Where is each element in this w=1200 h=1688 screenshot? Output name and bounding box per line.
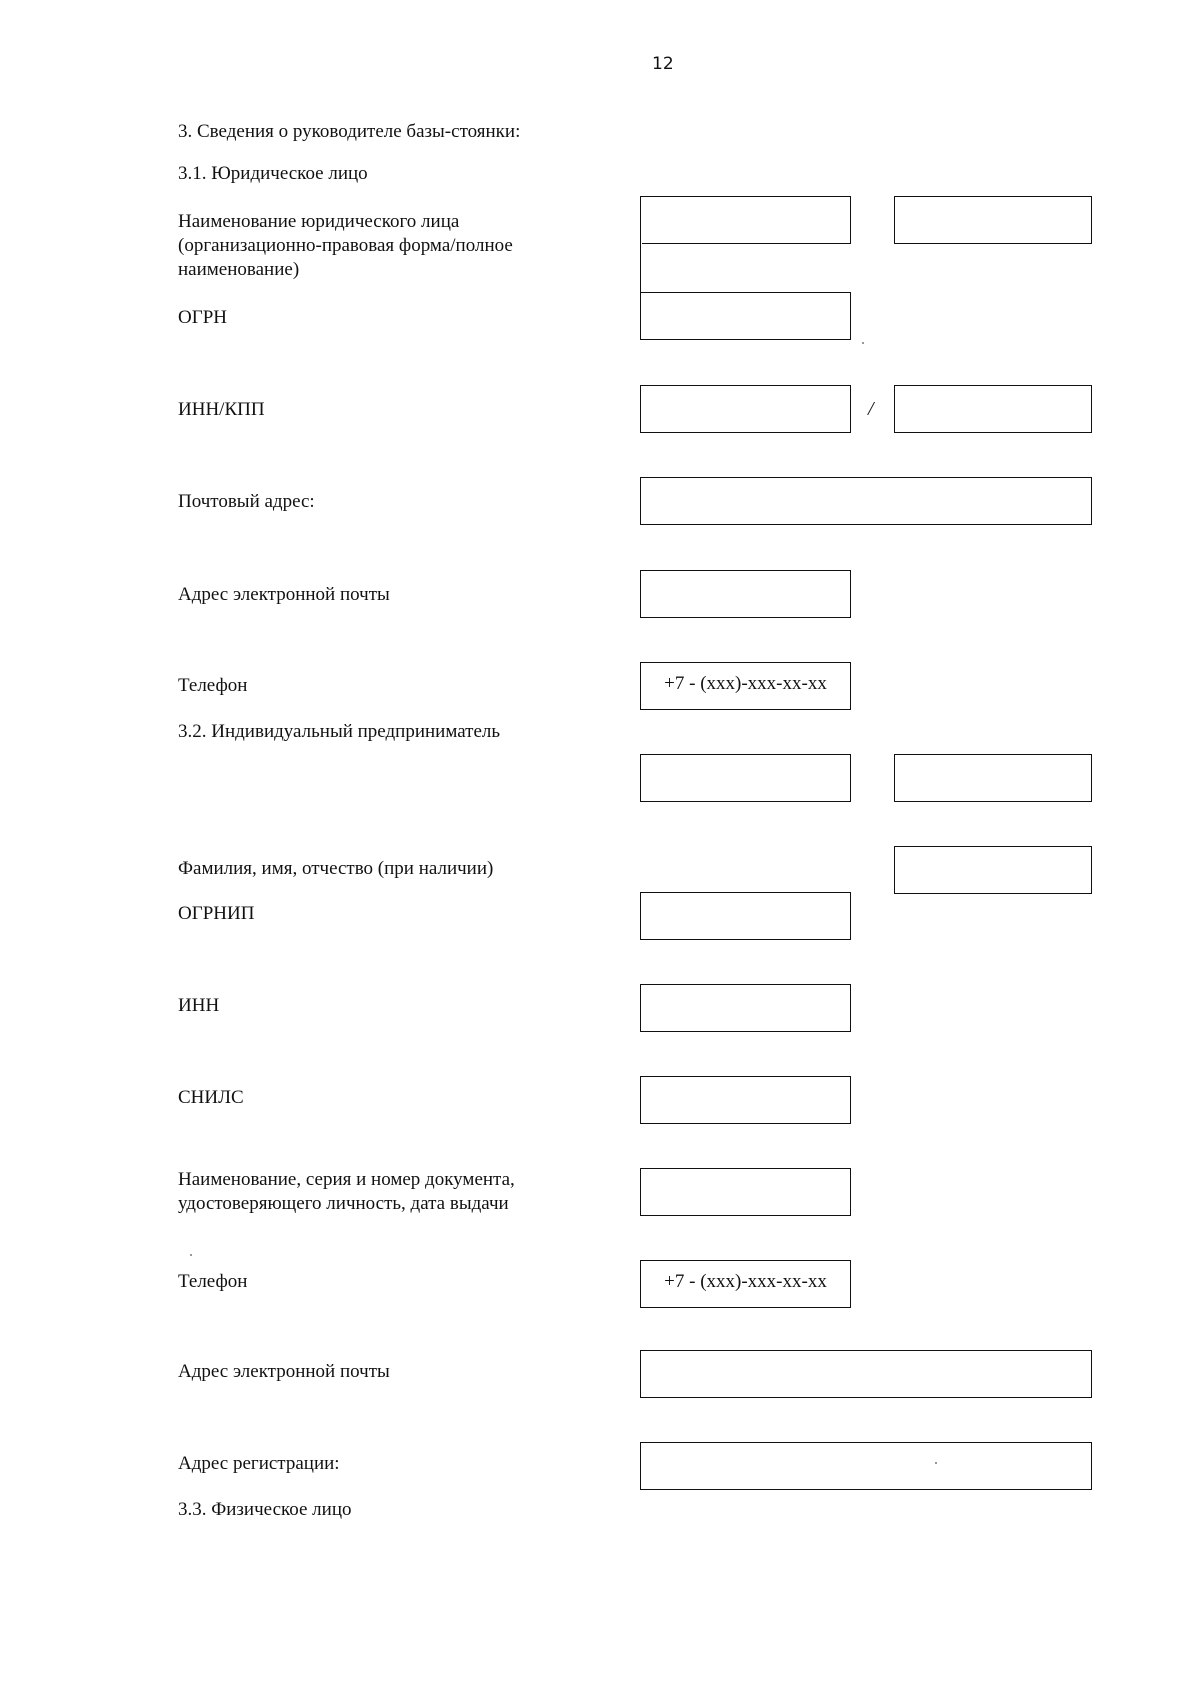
inn-field[interactable]: [640, 385, 851, 433]
ie-inn-label: ИНН: [178, 995, 220, 1016]
id-document-label: Наименование, серия и номер документа, удостоверяющего личность, дата выдачи: [178, 1169, 515, 1214]
page-number: 12: [652, 54, 674, 74]
legal-entity-heading: 3.1. Юридическое лицо: [178, 163, 368, 184]
ie-heading: 3.2. Индивидуальный предприниматель: [178, 721, 501, 742]
natural-person-heading: 3.3. Физическое лицо: [178, 1499, 352, 1520]
ie-fio-field-2[interactable]: [894, 754, 1092, 802]
legal-email-label: Адрес электронной почты: [178, 584, 390, 605]
snils-field[interactable]: [640, 1076, 851, 1124]
ogrnip-label: ОГРНИП: [178, 903, 255, 924]
id-document-field[interactable]: [640, 1168, 851, 1216]
reg-address-label: Адрес регистрации:: [178, 1453, 340, 1474]
ie-phone-field[interactable]: +7 - (ххх)-ххх-хх-хх: [640, 1260, 851, 1308]
ogrn-field[interactable]: [640, 292, 851, 340]
kpp-field[interactable]: [894, 385, 1092, 433]
ogrnip-field[interactable]: [640, 892, 851, 940]
ie-phone-label: Телефон: [178, 1271, 248, 1292]
inn-kpp-separator: /: [868, 398, 874, 420]
scan-speck: [862, 342, 864, 344]
snils-label: СНИЛС: [178, 1087, 244, 1108]
ie-email-field[interactable]: [640, 1350, 1092, 1398]
postal-address-label: Почтовый адрес:: [178, 491, 315, 512]
legal-name-label: Наименование юридического лица (организационно-правовая форма/полное наименование): [178, 211, 513, 280]
ie-fio-field-1[interactable]: [640, 754, 851, 802]
postal-address-field[interactable]: [640, 477, 1092, 525]
legal-email-field[interactable]: [640, 570, 851, 618]
ogrn-label: ОГРН: [178, 307, 227, 328]
scan-speck: [190, 1254, 192, 1256]
reg-address-field[interactable]: [640, 1442, 1092, 1490]
ie-fio-field-3[interactable]: [894, 846, 1092, 894]
scan-speck: [935, 1462, 937, 1464]
ie-inn-field[interactable]: [640, 984, 851, 1032]
inn-kpp-label: ИНН/КПП: [178, 399, 265, 420]
legal-phone-label: Телефон: [178, 675, 248, 696]
legal-name-field-connector: [640, 243, 642, 293]
ie-email-label: Адрес электронной почты: [178, 1361, 390, 1382]
legal-name-field-2[interactable]: [894, 196, 1092, 244]
section-title: 3. Сведения о руководителе базы-стоянки:: [178, 121, 521, 142]
legal-name-field-1[interactable]: [640, 196, 851, 244]
ie-fio-label: Фамилия, имя, отчество (при наличии): [178, 858, 494, 879]
legal-phone-field[interactable]: +7 - (ххх)-ххх-хх-хх: [640, 662, 851, 710]
